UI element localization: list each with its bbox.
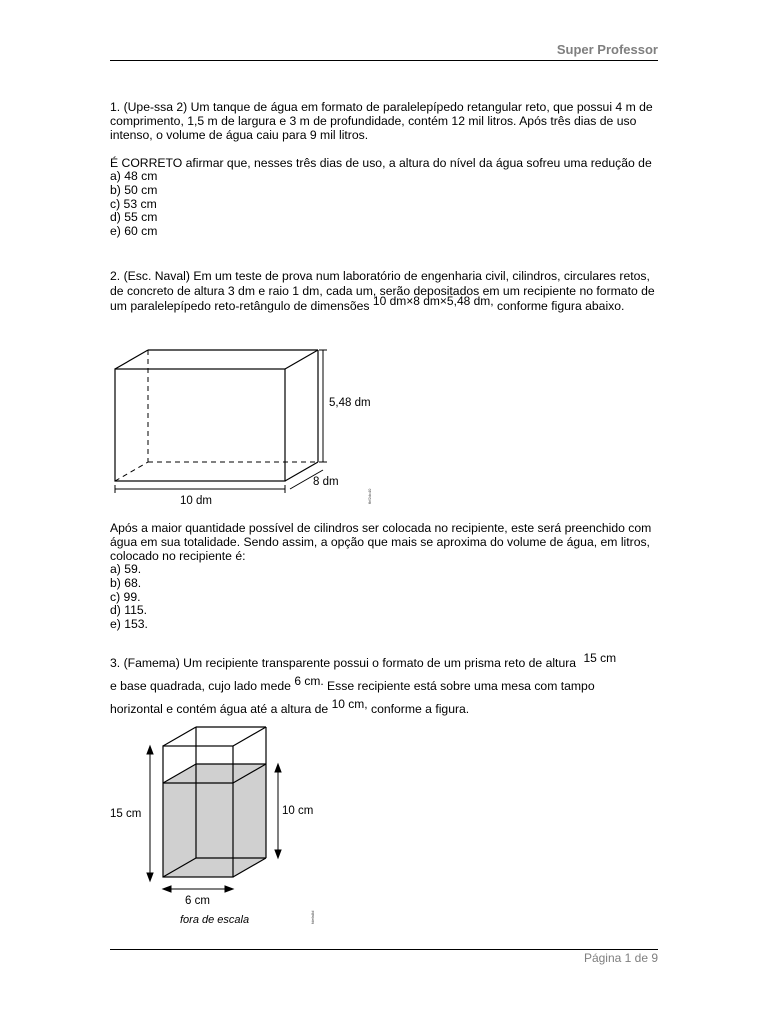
q3-line3a: horizontal e contém água até a altura de [110,702,329,716]
q3-line1-text: Um recipiente transparente possui o formato de um prisma reto de altura [183,656,577,670]
q1-prompt: É CORRETO afirmar que, nesses três dias de uso, a altura do nível da água sofreu uma redução de [110,156,652,170]
q2-option-a: a) 59. [110,562,142,576]
q3-line-3 [110,698,660,721]
q3-number: 3. [110,656,121,670]
q3-line3b: conforme a figura. [370,702,470,716]
q2-text-after: conforme [497,299,548,313]
q2-text-after2: figura abaixo. [551,299,625,313]
header-brand: Super Professor [556,42,658,57]
q1-source: (Upe-ssa 2) [123,100,188,114]
q3-height-label: 15 cm [110,808,142,820]
q2-statement [110,269,660,314]
q1-text: Um tanque de água em formato de paralelepípedo retangular reto, que possui 4 m de comprimento, 1,5 m de largura e 3 m de profundidade, contém 12 mil litros. Após três dias de uso intenso, o volume de água caiu para 9 mil litros. [110,100,653,142]
q2-depth-label: 8 dm [313,476,339,488]
q2-body: Após a maior quantidade possível de cilindros ser colocada no recipiente, este será preenchido com água em sua totalidade. Sendo assim, a opção que mais se aproxima do volume de água, em litros, colocado no recipiente é: [110,521,652,563]
question-1 [110,100,660,239]
q3-line-2 [110,675,660,698]
q2-option-c: c) 99. [110,589,141,604]
q3-figure [108,724,328,934]
q2-body-block [110,521,660,632]
q3-height-value: 15 cm [583,651,617,665]
q3-side-label: 6 cm [185,895,210,907]
q2-options [110,563,660,632]
q2-width-label: 10 dm [180,495,212,507]
q1-option-b: b) 50 cm [110,182,158,197]
q2-option-b: b) 68. [110,575,142,590]
page-number: Página 1 de 9 [583,951,658,965]
q1-option-c: c) 53 cm [110,196,157,211]
question-2 [110,269,660,314]
q1-option-a: a) 48 cm [110,169,158,183]
prism-diagram [108,724,328,929]
q2-height-label: 5,48 dm [329,397,371,409]
q2-watermark: fbf2dc40 [367,488,372,504]
q1-statement [110,100,660,142]
q3-water-label: 10 cm [282,805,314,817]
q3-line2b: Esse recipiente está sobre uma mesa com tampo [327,679,595,693]
q1-number: 1. [110,100,121,114]
q2-text-before: Em um teste de prova num laboratório de engenharia civil, cilindros, circulares retos, de concreto de altura 3 dm e raio 1 dm, cada um, serão depositados em um recipiente no formato de um paralelepípedo reto-retângulo de dimensões [110,269,655,313]
q3-source: (Famema) [123,656,180,670]
q2-dimensions: 10 dm×8 dm×5,48 dm, [372,294,494,308]
q2-number: 2. [110,269,121,283]
q2-option-d: d) 115. [110,603,148,618]
box-diagram [108,344,388,514]
question-3 [110,652,660,721]
header-rule [110,60,658,61]
q2-source: (Esc. Naval) [123,269,190,283]
q3-line2a: e base quadrada, cujo lado mede [110,679,291,693]
q1-option-d: d) 55 cm [110,210,158,225]
q1-options [110,170,660,239]
q2-option-e: e) 153. [110,617,148,632]
q3-line-1 [110,652,660,675]
q2-figure [108,344,388,519]
footer-rule [110,949,658,950]
q3-side-value: 6 cm. [294,674,324,688]
q3-caption: fora de escala [180,914,250,926]
q3-watermark: fdefa8d [310,910,315,924]
q1-option-e: e) 60 cm [110,224,158,239]
q3-water-value: 10 cm, [331,697,368,711]
